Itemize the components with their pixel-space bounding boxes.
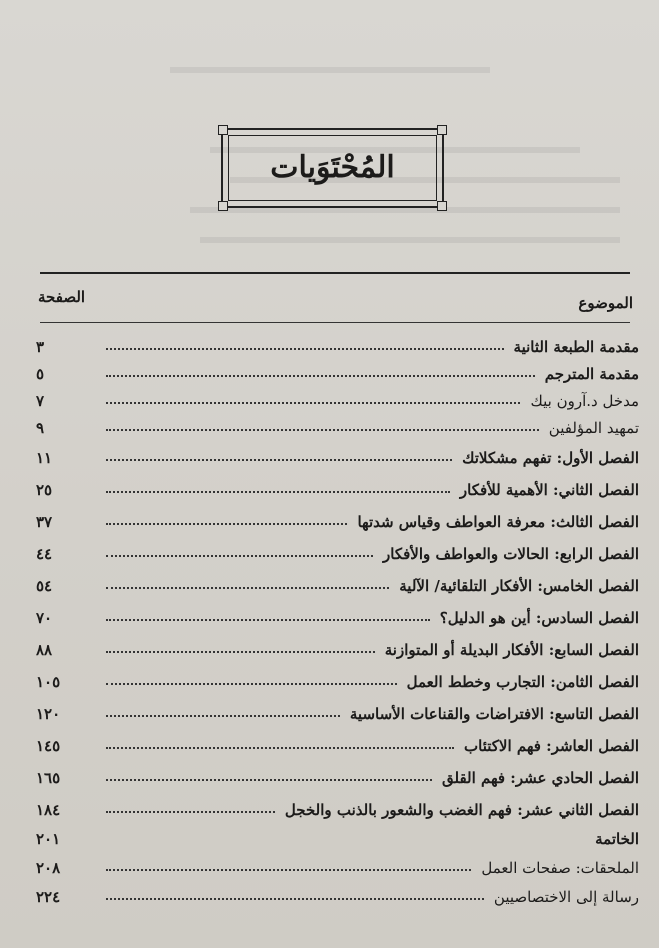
toc-leader-dots	[106, 429, 539, 431]
toc-leader-dots	[106, 523, 347, 525]
toc-leader-dots	[106, 348, 504, 350]
toc-entry-title: الفصل الثاني: الأهمية للأفكار	[459, 481, 639, 499]
toc-entry	[30, 851, 639, 877]
toc-page-number: ١٨٤	[36, 801, 61, 819]
toc-entry	[30, 537, 639, 563]
toc-page-number: ٢٥	[36, 481, 53, 499]
toc-page-number: ٥٤	[36, 577, 53, 595]
toc-entry-title: الفصل السادس: أين هو الدليل؟	[439, 609, 639, 627]
frame-corner-top-right	[437, 125, 447, 135]
toc-leader-dots	[106, 459, 452, 461]
toc-page-number: ١٠٥	[36, 673, 61, 691]
toc-leader-dots	[106, 747, 454, 749]
toc-page-number: ٣	[36, 338, 45, 356]
frame-corner-bottom-right	[437, 201, 447, 211]
toc-entry-title: الملحقات: صفحات العمل	[481, 859, 639, 877]
toc-page-number: ٣٧	[36, 513, 53, 531]
toc-entry	[30, 822, 639, 848]
toc-entry	[30, 665, 639, 691]
toc-page-number: ١١	[36, 449, 53, 467]
toc-leader-dots	[106, 402, 520, 404]
toc-leader-dots	[106, 779, 432, 781]
header-subrule	[40, 322, 630, 323]
toc-entry-title: رسالة إلى الاختصاصيين	[493, 888, 639, 906]
toc-leader-dots	[106, 491, 450, 493]
toc-entry-title: مقدمة الطبعة الثانية	[513, 338, 639, 356]
toc-page-number: ٤٤	[36, 545, 53, 563]
toc-page-number: ١٦٥	[36, 769, 61, 787]
topic-column-header: الموضوع	[578, 294, 633, 312]
toc-entry-title: تمهيد المؤلفين	[548, 419, 639, 437]
toc-leader-dots	[106, 375, 535, 377]
toc-page-number: ٢٢٤	[36, 888, 61, 906]
toc-leader-dots	[106, 715, 340, 717]
toc-page-number: ٢٠٨	[36, 859, 61, 877]
toc-entry	[30, 569, 639, 595]
toc-page-number: ٧٠	[36, 609, 53, 627]
toc-page-number: ٩	[36, 419, 45, 437]
toc-entry	[30, 384, 639, 410]
toc-entry	[30, 505, 639, 531]
page-column-header: الصفحة	[38, 288, 86, 306]
toc-entry-title: الفصل الثامن: التجارب وخطط العمل	[406, 673, 639, 691]
toc-entry-title: مدخل د.آرون بيك	[530, 392, 639, 410]
toc-entry-title: الخاتمة	[595, 830, 639, 848]
toc-leader-dots	[106, 587, 389, 589]
toc-page-number: ٧	[36, 392, 45, 410]
toc-leader-dots	[106, 811, 275, 813]
toc-entry-title: الفصل العاشر: فهم الاكتئاب	[464, 737, 639, 755]
toc-leader-dots	[106, 683, 397, 685]
toc-entry-title: مقدمة المترجم	[544, 365, 639, 383]
toc-page-number: ١٤٥	[36, 737, 61, 755]
toc-entry	[30, 633, 639, 659]
toc-leader-dots	[106, 619, 430, 621]
frame-corner-bottom-left	[218, 201, 228, 211]
toc-entry-title: الفصل الحادي عشر: فهم القلق	[441, 769, 639, 787]
toc-entry-title: الفصل السابع: الأفكار البديلة أو المتوازنة	[384, 641, 639, 659]
toc-entry	[30, 411, 639, 437]
toc-page-number: ٨٨	[36, 641, 53, 659]
toc-entry-title: الفصل الثالث: معرفة العواطف وقياس شدتها	[357, 513, 639, 531]
toc-entry	[30, 357, 639, 383]
toc-entry	[30, 473, 639, 499]
toc-entry	[30, 330, 639, 356]
toc-entry	[30, 880, 639, 906]
toc-leader-dots	[106, 869, 471, 871]
contents-heading: المُحْتَوَيات	[270, 150, 395, 185]
toc-entry-title: الفصل الخامس: الأفكار التلقائية/ الآلية	[399, 577, 639, 595]
toc-entry	[30, 601, 639, 627]
toc-entry	[30, 441, 639, 467]
toc-entry-title: الفصل الرابع: الحالات والعواطف والأفكار	[383, 545, 639, 563]
toc-leader-dots	[106, 651, 375, 653]
frame-corner-top-left	[218, 125, 228, 135]
toc-page-number: ١٢٠	[36, 705, 61, 723]
toc-page-number: ٥	[36, 365, 45, 383]
toc-leader-dots	[106, 555, 373, 557]
toc-entry-title: الفصل الثاني عشر: فهم الغضب والشعور بالذنب والخجل	[284, 801, 639, 819]
toc-leader-dots	[106, 898, 484, 900]
toc-entry	[30, 697, 639, 723]
toc-entry	[30, 793, 639, 819]
contents-title-frame	[221, 128, 444, 208]
header-rule	[40, 272, 630, 274]
toc-entry	[30, 729, 639, 755]
toc-entry-title: الفصل الأول: تفهم مشكلاتك	[462, 449, 639, 467]
toc-page-number: ٢٠١	[36, 830, 61, 848]
toc-entry-title: الفصل التاسع: الافتراضات والقناعات الأساسية	[349, 705, 639, 723]
toc-entry	[30, 761, 639, 787]
